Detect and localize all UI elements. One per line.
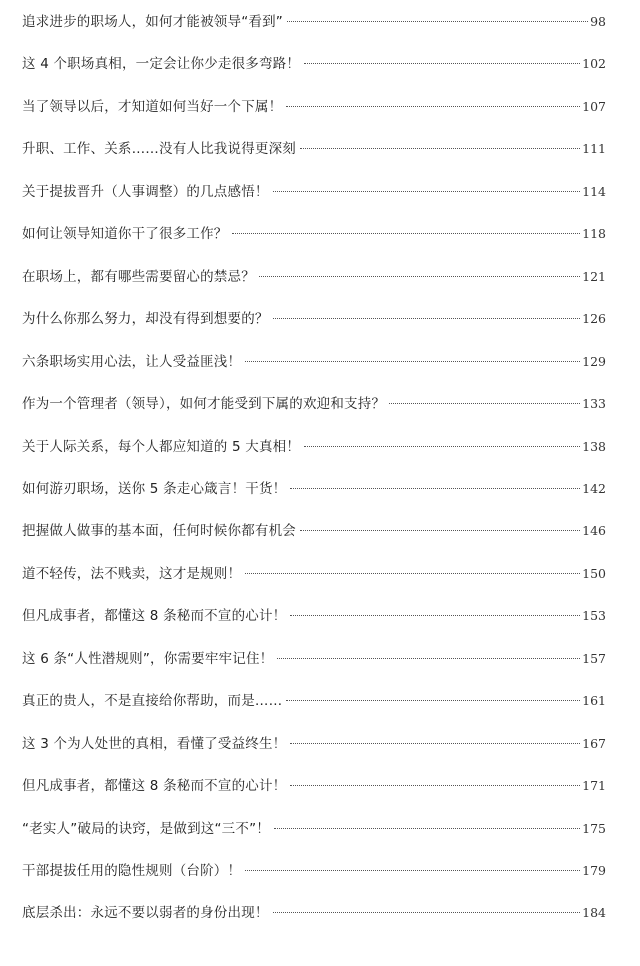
toc-entry-title: 在职场上，都有哪些需要留心的禁忌？ xyxy=(22,268,255,285)
toc-entry-page-number: 161 xyxy=(582,693,606,709)
toc-entry-title: 底层杀出：永远不要以弱者的身份出现！ xyxy=(22,905,269,922)
toc-entry-page-number: 126 xyxy=(582,311,606,327)
toc-entry[interactable] xyxy=(22,603,606,629)
toc-entry[interactable] xyxy=(22,136,606,162)
toc-entry-title: 关于人际关系，每个人都应知道的 5 大真相！ xyxy=(22,438,301,455)
toc-entry-title: 干部提拔任用的隐性规则（台阶）！ xyxy=(22,863,242,879)
dot-leader xyxy=(300,530,580,531)
toc-entry-page-number: 146 xyxy=(582,523,606,539)
toc-entry-title: 把握做人做事的基本面，任何时候你都有机会 xyxy=(22,523,296,540)
toc-entry[interactable] xyxy=(22,306,606,332)
dot-leader xyxy=(290,615,580,616)
toc-entry-page-number: 184 xyxy=(582,905,606,921)
toc-entry-title: “老实人”破局的诀窍，是做到这“三不”！ xyxy=(22,820,270,837)
dot-leader xyxy=(232,233,581,234)
dot-leader xyxy=(287,21,588,22)
toc-entry-title: 道不轻传，法不贱卖，这才是规则！ xyxy=(22,565,242,582)
toc-entry-page-number: 167 xyxy=(582,735,606,751)
dot-leader xyxy=(245,870,580,871)
dot-leader xyxy=(286,106,580,107)
toc-entry-page-number: 129 xyxy=(582,353,606,369)
dot-leader xyxy=(277,658,580,659)
toc-entry-page-number: 175 xyxy=(582,820,606,836)
toc-entry[interactable] xyxy=(22,816,606,842)
toc-entry[interactable] xyxy=(22,434,606,460)
toc-entry-title: 追求进步的职场人，如何才能被领导“看到” xyxy=(22,14,283,30)
toc-entry[interactable] xyxy=(22,900,606,926)
dot-leader xyxy=(389,403,580,404)
toc-entry[interactable] xyxy=(22,391,606,417)
toc-entry[interactable] xyxy=(22,221,606,247)
toc-entry-page-number: 118 xyxy=(582,226,606,242)
toc-entry-title: 当了领导以后，才知道如何当好一个下属！ xyxy=(22,98,283,115)
dot-leader xyxy=(273,318,581,319)
dot-leader xyxy=(245,361,580,362)
toc-entry-page-number: 121 xyxy=(582,268,606,284)
dot-leader xyxy=(290,785,580,786)
toc-entry-title: 真正的贵人，不是直接给你帮助，而是…… xyxy=(22,693,283,710)
toc-entry-page-number: 111 xyxy=(582,141,606,157)
toc-entry[interactable] xyxy=(22,51,606,77)
toc-entry[interactable] xyxy=(22,9,606,35)
dot-leader xyxy=(245,573,580,574)
toc-entry-page-number: 133 xyxy=(582,396,606,412)
toc-entry[interactable] xyxy=(22,561,606,587)
dot-leader xyxy=(274,828,580,829)
toc-entry-page-number: 138 xyxy=(582,438,606,454)
toc-entry-title: 但凡成事者，都懂这 8 条秘而不宣的心计！ xyxy=(22,608,287,625)
dot-leader xyxy=(300,148,580,149)
toc-entry-page-number: 157 xyxy=(582,650,606,666)
toc-entry[interactable] xyxy=(22,858,606,884)
toc-entry-page-number: 171 xyxy=(582,778,606,794)
toc-entry[interactable] xyxy=(22,179,606,205)
toc-entry-page-number: 142 xyxy=(582,480,606,496)
toc-entry-page-number: 179 xyxy=(582,863,606,878)
toc-entry-title: 关于提拔晋升（人事调整）的几点感悟！ xyxy=(22,183,269,200)
toc-entry[interactable] xyxy=(22,773,606,799)
toc-entry-page-number: 98 xyxy=(590,14,606,29)
toc-entry-page-number: 102 xyxy=(582,56,606,72)
toc-entry-page-number: 150 xyxy=(582,565,606,581)
dot-leader xyxy=(286,700,580,701)
dot-leader xyxy=(259,276,580,277)
dot-leader xyxy=(304,63,580,64)
toc-entry-title: 如何让领导知道你干了很多工作？ xyxy=(22,226,228,243)
toc-entry[interactable] xyxy=(22,264,606,290)
toc-entry-title: 如何游刃职场，送你 5 条走心箴言！干货！ xyxy=(22,480,287,497)
toc-entry[interactable] xyxy=(22,349,606,375)
toc-entry[interactable] xyxy=(22,688,606,714)
toc-entry-title: 这 3 个为人处世的真相，看懂了受益终生！ xyxy=(22,735,287,752)
toc-entry-title: 为什么你那么努力，却没有得到想要的？ xyxy=(22,311,269,328)
toc-entry-page-number: 107 xyxy=(582,98,606,114)
dot-leader xyxy=(290,743,580,744)
toc-entry-title: 但凡成事者，都懂这 8 条秘而不宣的心计！ xyxy=(22,778,287,795)
toc-entry[interactable] xyxy=(22,476,606,502)
toc-entry-title: 六条职场实用心法，让人受益匪浅！ xyxy=(22,353,242,370)
toc-entry-title: 这 6 条“人性潜规则”，你需要牢牢记住！ xyxy=(22,650,274,667)
dot-leader xyxy=(290,488,580,489)
dot-leader xyxy=(273,912,581,913)
toc-entry-title: 升职、工作、关系……没有人比我说得更深刻 xyxy=(22,141,296,158)
toc-entry[interactable] xyxy=(22,646,606,672)
toc-entry[interactable] xyxy=(22,94,606,120)
toc-entry-title: 作为一个管理者（领导），如何才能受到下属的欢迎和支持？ xyxy=(22,396,386,413)
dot-leader xyxy=(304,446,580,447)
dot-leader xyxy=(273,191,581,192)
toc-entry-page-number: 153 xyxy=(582,608,606,624)
toc-entry[interactable] xyxy=(22,518,606,544)
toc-entry-page-number: 114 xyxy=(582,183,606,199)
toc-entry-title: 这 4 个职场真相，一定会让你少走很多弯路！ xyxy=(22,56,301,73)
toc-entry[interactable] xyxy=(22,731,606,757)
